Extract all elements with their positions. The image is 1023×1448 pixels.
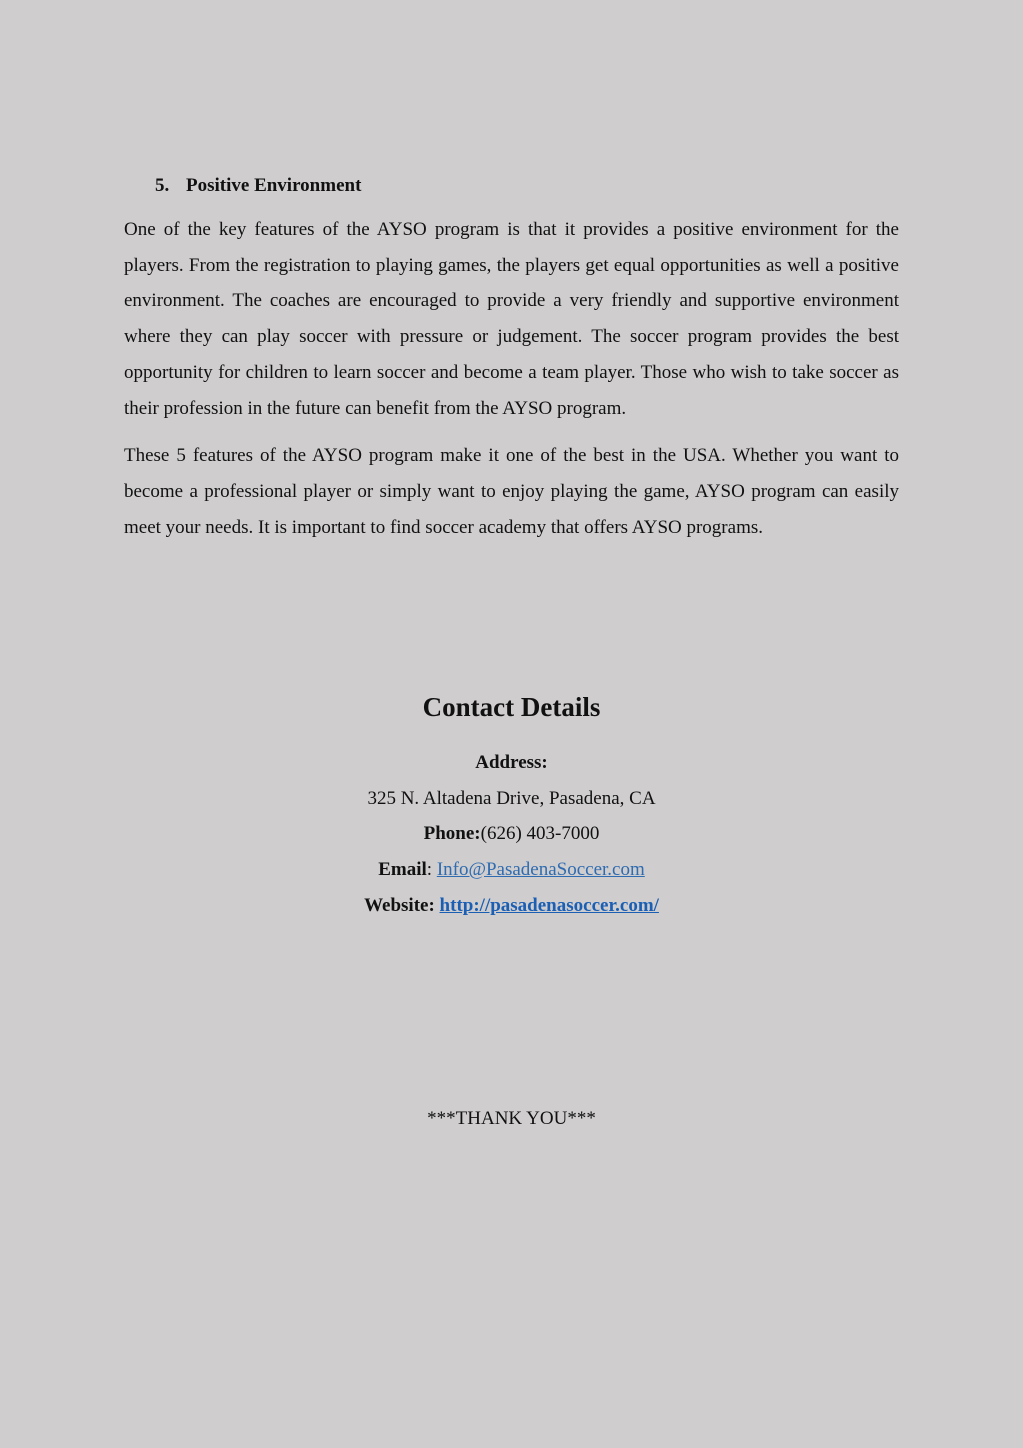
contact-title: Contact Details [422, 692, 601, 722]
section-title: Positive Environment [186, 175, 362, 196]
email-link[interactable]: Info@PasadenaSoccer.com [436, 859, 645, 881]
paragraph-positive-environment: One of the key features of the AYSO program is that it provides a positive environment for the players. From the registration to playing games, the players get equal opportunities as well a positive environment. The coaches are encouraged to provide a very friendly and supportive environment where they can play soccer with pressure or judgement. The soccer program provides the best opportunity for children to learn soccer and become a team player. Those who wish to take soccer as their profession in the future can benefit from the AYSO program. [124, 219, 899, 419]
website-line [0, 888, 1023, 924]
address-value: 325 N. Altadena Drive, Pasadena, CA [367, 787, 656, 809]
phone-label: Phone: [423, 823, 481, 845]
email-label: Email [378, 859, 427, 881]
phone-value: (626) 403-7000 [480, 823, 600, 845]
phone-line [0, 816, 1023, 852]
document-body [124, 172, 899, 557]
website-link[interactable]: http://pasadenasoccer.com/ [439, 894, 659, 916]
address-label: Address: [475, 752, 548, 773]
website-label: Website: [364, 894, 440, 916]
paragraph-summary: These 5 features of the AYSO program make it one of the best in the USA. Whether you want to become a professional player or simply want to enjoy playing the game, AYSO program can easily meet your needs. It is important to find soccer academy that offers AYSO programs. [124, 445, 899, 538]
contact-details [0, 687, 1023, 924]
email-line [0, 852, 1023, 888]
section-number: 5. [155, 175, 170, 196]
email-separator: : [426, 859, 437, 881]
closing-text: ***THANK YOU*** [427, 1108, 596, 1129]
section-heading [155, 172, 899, 200]
